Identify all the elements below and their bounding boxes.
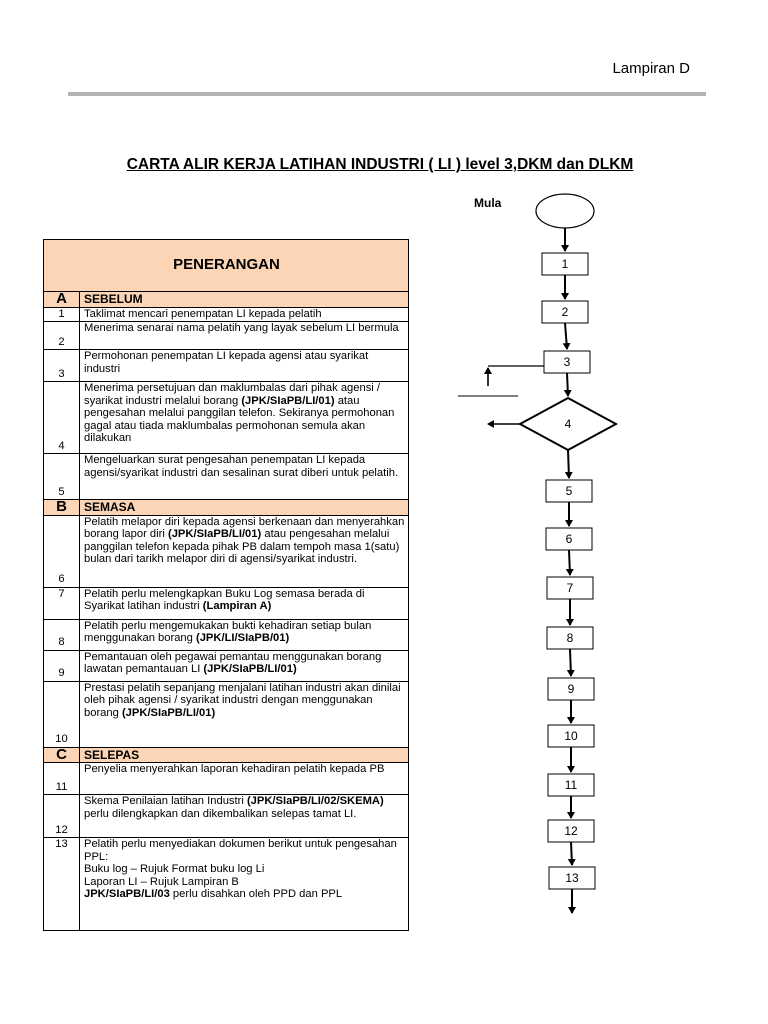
step-number: 11 xyxy=(44,763,80,795)
step-number: 7 xyxy=(44,587,80,619)
step-label: 4 xyxy=(564,417,572,431)
description-text: Pelatih perlu mengemukakan bukti kehadiran setiap bulan menggunakan borang xyxy=(84,619,372,644)
step-label: 10 xyxy=(564,729,578,743)
step-label: 9 xyxy=(567,682,575,696)
description-text: Menerima senarai nama pelatih yang layak sebelum LI bermula xyxy=(84,322,399,334)
step-number: 1 xyxy=(44,307,80,322)
description-text: Buku log – Rujuk Format buku log Li xyxy=(84,863,265,875)
description-text: perlu disahkan oleh PPD dan PPL xyxy=(169,888,343,900)
step-number: 13 xyxy=(44,838,80,931)
description-text: Pelatih melapor diri kepada agensi berkenaan dan menyerahkan borang lapor diri xyxy=(84,515,405,540)
description-text: Mengeluarkan surat pengesahan penempatan LI kepada agensi/syarikat industri dan sesalinan surat diberi untuk pelatih. xyxy=(84,454,399,479)
section-letter: A xyxy=(44,292,80,308)
start-terminator xyxy=(536,194,594,228)
description-text: Penyelia menyerahkan laporan kehadiran pelatih kepada PB xyxy=(84,763,385,775)
form-reference: JPK/SIaPB/LI/03 xyxy=(84,888,170,900)
step-number: 5 xyxy=(44,454,80,500)
flow-arrow xyxy=(570,649,571,676)
description-text: Skema Penilaian latihan Industri xyxy=(84,795,247,807)
step-number: 8 xyxy=(44,619,80,650)
start-label: Mula xyxy=(474,196,502,210)
section-label: SELEPAS xyxy=(80,747,409,763)
step-label: 11 xyxy=(564,778,578,792)
step-number: 12 xyxy=(44,795,80,838)
description-text: Menerima persetujuan dan maklumbalas dari pihak agensi / syarikat industri melalui borang xyxy=(84,382,381,407)
section-label: SEMASA xyxy=(80,500,409,516)
description-text: Prestasi pelatih sepanjang menjalani latihan industri akan dinilai oleh pihak agensi / syarikat industri dengan menggunakan borang xyxy=(84,681,401,719)
form-reference: (JPK/SIaPB/LI/01) xyxy=(241,394,335,407)
step-label: 2 xyxy=(561,305,569,319)
step-number: 3 xyxy=(44,350,80,382)
flow-arrow xyxy=(567,373,568,396)
form-reference: (JPK/SIaPB/LI/02/SKEMA) xyxy=(246,795,384,807)
form-reference: (JPK/SIaPB/LI/01) xyxy=(167,528,262,540)
step-number: 10 xyxy=(44,681,80,747)
form-reference: (JPK/LI/SIaPB/01) xyxy=(195,632,290,644)
legend-heading: PENERANGAN xyxy=(44,240,409,292)
step-label: 6 xyxy=(565,532,573,546)
step-label: 3 xyxy=(563,355,571,369)
description-text: Taklimat mencari penempatan LI kepada pelatih xyxy=(84,307,322,320)
step-label: 13 xyxy=(565,871,579,885)
description-text: atau pengesahan melalui panggilan telefon kepada pihak PB dalam tempoh masa 1(satu) bulan dari tarikh melapor diri di agensi/syarikat industri. xyxy=(84,528,400,565)
appendix-label: Lampiran D xyxy=(612,60,690,77)
section-letter: B xyxy=(44,500,80,516)
form-reference: (JPK/SIaPB/LI/01) xyxy=(203,663,297,675)
step-label: 7 xyxy=(566,581,574,595)
description-text: Permohonan penempatan LI kepada agensi atau syarikat industri xyxy=(84,350,369,375)
step-label: 8 xyxy=(566,631,574,645)
flow-arrow xyxy=(569,550,570,575)
flow-arrow xyxy=(571,842,572,865)
description-text: Pelatih perlu menyediakan dokumen berikut untuk pengesahan PPL: xyxy=(84,838,397,863)
description-text: Pelatih perlu melengkapkan Buku Log semasa berada di Syarikat latihan industri xyxy=(84,587,365,612)
section-label: SEBELUM xyxy=(80,292,409,308)
step-number: 2 xyxy=(44,322,80,350)
description-text: Pemantauan oleh pegawai pemantau menggunakan borang lawatan pemantauan LI xyxy=(84,650,382,675)
flow-arrow xyxy=(565,323,567,349)
section-letter: C xyxy=(44,747,80,763)
step-label: 12 xyxy=(564,824,578,838)
flow-arrow xyxy=(568,450,569,478)
form-reference: (Lampiran A) xyxy=(202,600,272,612)
page-title: CARTA ALIR KERJA LATIHAN INDUSTRI ( LI ) level 3,DKM dan DLKM xyxy=(126,156,634,173)
step-label: 5 xyxy=(565,484,573,498)
description-text: perlu dilengkapkan dan dikembalikan selepas tamat LI. xyxy=(84,807,357,820)
step-number: 4 xyxy=(44,382,80,454)
description-text: atau pengesahan melalui panggilan telefon. Sekiranya permohonan gagal atau tiada maklumbalas permohonan semula akan dilakukan xyxy=(84,394,395,444)
description-text: Laporan LI – Rujuk Lampiran B xyxy=(84,875,239,888)
step-number: 6 xyxy=(44,515,80,587)
step-number: 9 xyxy=(44,650,80,681)
step-label: 1 xyxy=(561,257,569,271)
form-reference: (JPK/SIaPB/LI/01) xyxy=(121,706,216,719)
